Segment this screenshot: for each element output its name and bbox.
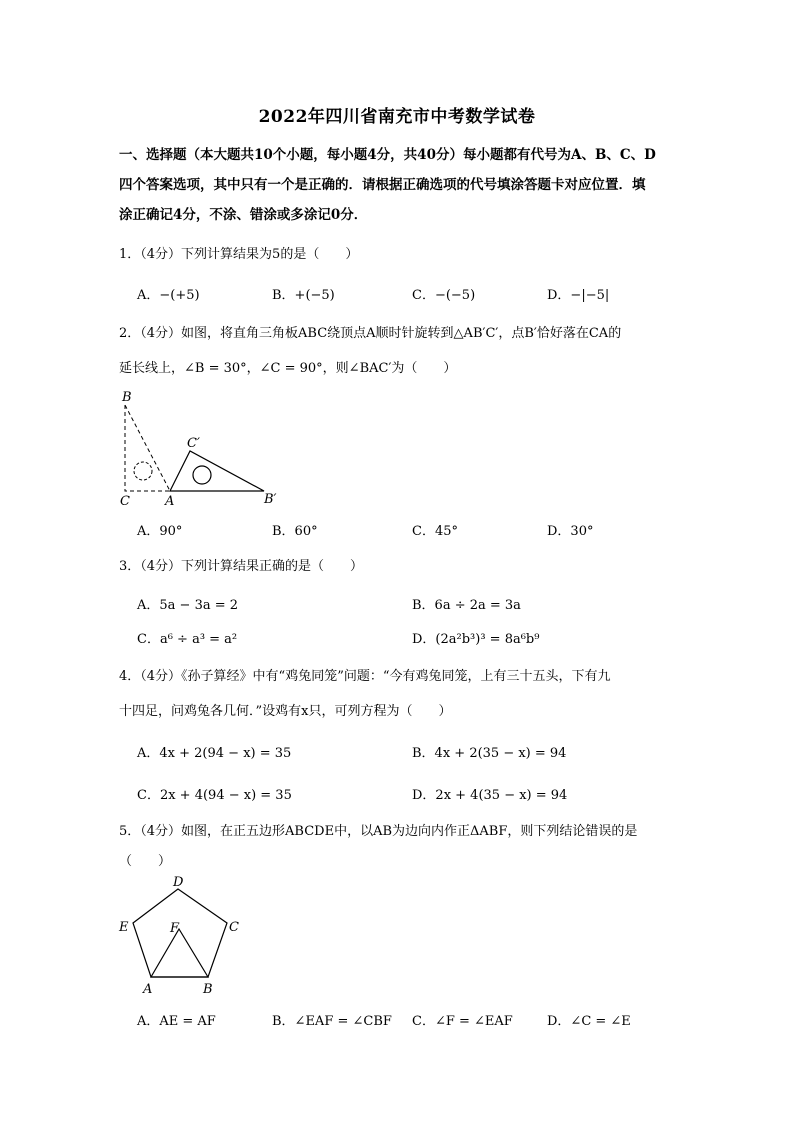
figure-5-label-c: C xyxy=(229,920,239,935)
figure-2-label-c: C xyxy=(120,494,130,509)
question-4-stem-line-2: 十四足，问鸡兔各几何．”设鸡有x只，可列方程为（ ） xyxy=(119,704,452,719)
figure-5-label-b: B xyxy=(203,982,213,997)
figure-5-label-e: E xyxy=(119,920,129,935)
question-1-option-b: B．+(−5) xyxy=(272,288,335,303)
question-4-option-a: A．4x + 2(94 − x) = 35 xyxy=(137,746,292,761)
section-1-line-1: 一、选择题（本大题共10个小题，每小题4分，共40分）每小题都有代号为A、B、C、D xyxy=(119,147,656,163)
figure-5-label-a: A xyxy=(143,982,153,997)
figure-2-label-b-prime: B′ xyxy=(264,492,277,507)
question-4-stem-line-1: 4．（4分）《孙子算经》中有“鸡兔同笼”问题：“今有鸡兔同笼，上有三十五头，下有九 xyxy=(119,669,611,684)
question-2-stem-line-2: 延长线上，∠B = 30°，∠C = 90°，则∠BAC′为（ ） xyxy=(119,361,457,376)
question-2-stem-line-1: 2．（4分）如图，将直角三角板ABC绕顶点A顺时针旋转到△AB′C′，点B′恰好落在CA的 xyxy=(119,326,622,341)
question-3-option-b: B．6a ÷ 2a = 3a xyxy=(412,598,521,613)
question-5-option-d: D．∠C = ∠E xyxy=(547,1014,631,1029)
question-4-option-b: B．4x + 2(35 − x) = 94 xyxy=(412,746,567,761)
question-5-option-a: A．AE = AF xyxy=(137,1014,216,1029)
question-2-option-d: D．30° xyxy=(547,524,594,539)
question-2-option-a: A．90° xyxy=(137,524,183,539)
figure-5-label-d: D xyxy=(173,875,184,890)
question-1-option-d: D．−|−5| xyxy=(547,288,610,303)
question-5-option-b: B．∠EAF = ∠CBF xyxy=(272,1014,392,1029)
page-title: 2022年四川省南充市中考数学试卷 xyxy=(258,107,536,127)
question-4-option-c: C．2x + 4(94 − x) = 35 xyxy=(137,788,292,803)
question-5-stem-line-1: 5．（4分）如图，在正五边形ABCDE中，以AB为边向内作正ΔABF，则下列结论错误的是 xyxy=(119,824,638,839)
question-1-stem: 1．（4分）下列计算结果为5的是（ ） xyxy=(119,247,359,262)
section-1-line-3: 涂正确记4分，不涂、错涂或多涂记0分． xyxy=(119,207,368,223)
question-2-figure xyxy=(110,385,310,515)
question-1-option-a: A．−(+5) xyxy=(137,288,200,303)
figure-2-label-a: A xyxy=(165,494,175,509)
question-5-figure xyxy=(115,875,245,1000)
question-3-option-c: C．a⁶ ÷ a³ = a² xyxy=(137,632,238,647)
question-2-option-b: B．60° xyxy=(272,524,318,539)
question-3-option-d: D．(2a²b³)³ = 8a⁶b⁹ xyxy=(412,632,540,647)
figure-2-label-c-prime: C′ xyxy=(187,436,200,451)
figure-2-label-b: B xyxy=(122,390,132,405)
question-3-stem: 3．（4分）下列计算结果正确的是（ ） xyxy=(119,559,364,574)
question-5-stem-line-2: （ ） xyxy=(119,854,172,869)
question-3-option-a: A．5a − 3a = 2 xyxy=(137,598,239,613)
section-1-line-2: 四个答案选项，其中只有一个是正确的．请根据正确选项的代号填涂答题卡对应位置．填 xyxy=(119,177,646,193)
question-2-option-c: C．45° xyxy=(412,524,458,539)
question-4-option-d: D．2x + 4(35 − x) = 94 xyxy=(412,788,568,803)
figure-5-label-f: F xyxy=(170,921,180,936)
question-5-option-c: C．∠F = ∠EAF xyxy=(412,1014,513,1029)
question-1-option-c: C．−(−5) xyxy=(412,288,476,303)
